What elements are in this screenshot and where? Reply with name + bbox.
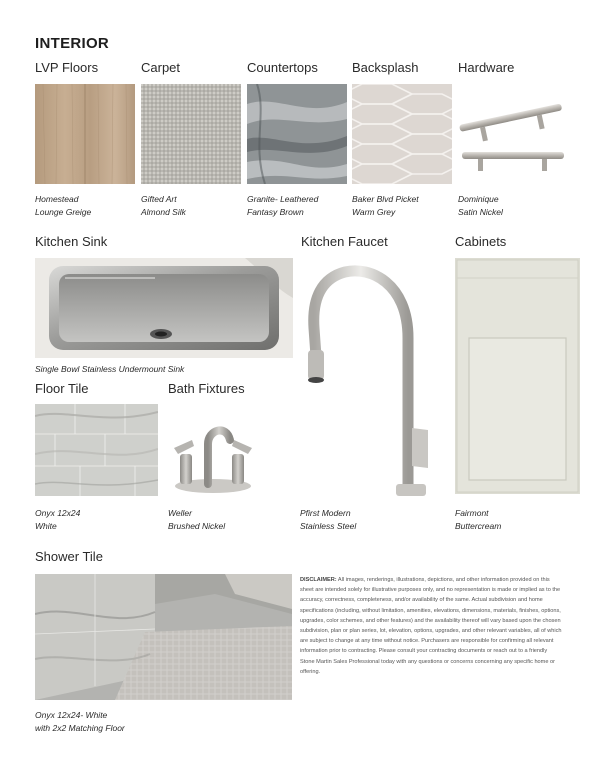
caption-line: Onyx 12x24- White (35, 710, 108, 720)
caption-line: Almond Silk (141, 207, 186, 217)
caption-line: White (35, 521, 57, 531)
caption-line: Onyx 12x24 (35, 508, 81, 518)
shower-tile-image (35, 574, 292, 700)
caption-line: Brushed Nickel (168, 521, 226, 531)
caption-hardware (458, 193, 503, 219)
caption-line: Fairmont (455, 508, 489, 518)
category-carpet: Carpet (141, 60, 181, 75)
cabinet-door-image (455, 258, 580, 494)
disclaimer (300, 575, 562, 677)
backsplash-swatch (352, 84, 452, 184)
caption-line: Buttercream (455, 521, 502, 531)
countertop-swatch (247, 84, 347, 184)
hardware-pull-image (458, 84, 566, 184)
category-backsplash: Backsplash (352, 60, 419, 75)
caption-line: Fantasy Brown (247, 207, 304, 217)
caption-cabinets (455, 507, 501, 533)
caption-line: Pfirst Modern (300, 508, 351, 518)
kitchen-sink-image (35, 258, 293, 358)
category-kitchen-sink: Kitchen Sink (35, 234, 108, 249)
kitchen-faucet-image (300, 258, 450, 506)
category-countertops: Countertops (247, 60, 318, 75)
caption-carpet (141, 193, 186, 219)
category-bath-fixtures: Bath Fixtures (168, 381, 245, 396)
caption-line: with 2x2 Matching Floor (35, 723, 125, 733)
disclaimer-label: DISCLAIMER: (300, 577, 337, 583)
caption-kitchen-faucet (300, 507, 356, 533)
bath-faucet-image (168, 410, 258, 496)
category-cabinets: Cabinets (455, 234, 507, 249)
category-floor-tile: Floor Tile (35, 381, 89, 396)
category-lvp-floors: LVP Floors (35, 60, 99, 75)
caption-line: Single Bowl Stainless Undermount Sink (35, 364, 185, 374)
page-title: INTERIOR (35, 35, 110, 52)
caption-line: Gifted Art (141, 194, 177, 204)
category-shower-tile: Shower Tile (35, 549, 103, 564)
disclaimer-text: All images, renderings, illustrations, depictions, and other information provided on this sheet are intended solely for illustrative purposes only, and no representation is made or implied as to the accuracy, correctness, completeness, and/or availability of the same. Actual subdivision and home specifications (including, without limitation, amenities, elevations, dimensions, materials, finishes, options, upgrades, color schemes, and other features) and the availability thereof will vary based upon the chosen subdivision, plan or plan series, lot, elevation, options, upgrades, and other relevant variables, all of which are subject to change at any time without notice. Purchasers are responsible for confirming all relevant information prior to contracting. Please consult your contracting documents or reach out to a friendly Stone Martin Sales Professional today with any questions or concerns concerning any specific home or offering. (300, 577, 562, 675)
caption-line: Baker Blvd Picket (352, 194, 419, 204)
caption-floor-tile (35, 507, 80, 533)
caption-bath-fixtures (168, 507, 225, 533)
caption-line: Lounge Greige (35, 207, 92, 217)
caption-lvp (35, 193, 91, 219)
caption-backsplash (352, 193, 419, 219)
caption-line: Satin Nickel (458, 207, 503, 217)
category-kitchen-faucet: Kitchen Faucet (301, 234, 388, 249)
caption-line: Homestead (35, 194, 79, 204)
caption-countertops (247, 193, 318, 219)
caption-line: Weller (168, 508, 192, 518)
floor-tile-image (35, 404, 158, 496)
caption-shower-tile (35, 709, 125, 735)
lvp-floor-swatch (35, 84, 135, 184)
caption-line: Warm Grey (352, 207, 396, 217)
carpet-swatch (141, 84, 241, 184)
caption-line: Stainless Steel (300, 521, 357, 531)
caption-line: Dominique (458, 194, 499, 204)
caption-line: Granite- Leathered (247, 194, 319, 204)
caption-kitchen-sink (35, 363, 184, 376)
category-hardware: Hardware (458, 60, 515, 75)
